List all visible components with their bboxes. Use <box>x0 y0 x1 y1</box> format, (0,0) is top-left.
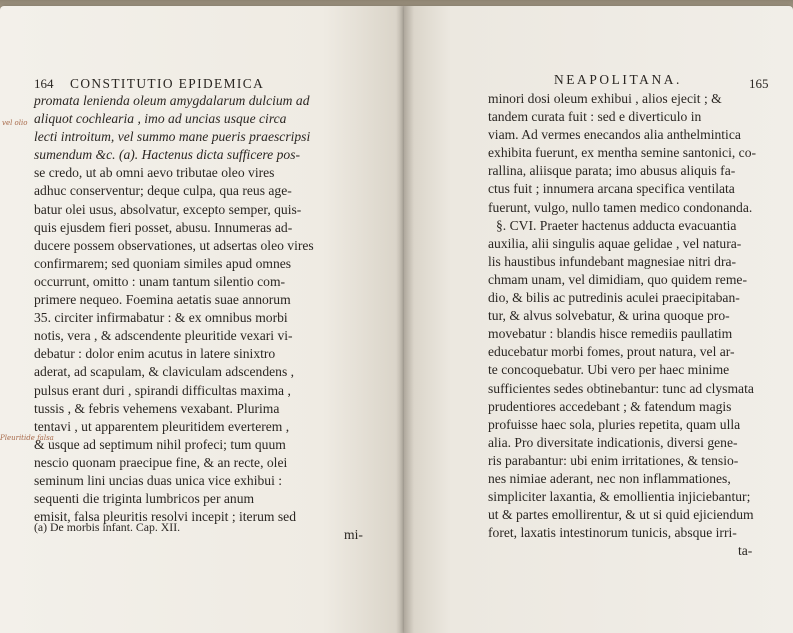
text-line: fuerunt, vulgo, nullo tamen medico condonanda. <box>488 199 753 215</box>
text-line: seminum lini uncias duas unica vice exhibui : <box>34 472 283 488</box>
text-line: nescio quonam praecipue fine, & an recte, olei <box>34 454 288 470</box>
text-line: quis ejusdem fieri posset, abusu. Innumeras ad- <box>34 219 293 235</box>
text-line: prudentiores accedebant ; & fatendum magis <box>488 398 732 414</box>
text-line: alia. Pro diversitate indicationis, diversi gene- <box>488 434 738 450</box>
text-line: sequenti die triginta lumbricos per anum <box>34 491 255 507</box>
text-line: movebatur : blandis hisce remediis paullatim <box>488 326 733 342</box>
text-line: & usque ad septimum nihil profeci; tum quum <box>34 436 286 452</box>
text-line: tentavi , ut apparentem pleuritidem everterem , <box>34 418 290 434</box>
text-line: pulsus erant duri , spirandi difficultas maxima , <box>34 382 291 398</box>
text-line: sumendum &c. (a). Hactenus dicta sufficere pos- <box>34 147 301 163</box>
left-page <box>0 6 404 633</box>
text-line: ducere possem observationes, ut adsertas oleo vires <box>34 237 314 253</box>
text-line: nes nimiae aderant, nec non inflammationes, <box>488 470 731 486</box>
margin-note-1: vel olio <box>2 119 28 127</box>
text-line: foret, laxatis intestinorum tunicis, absque irri- <box>488 525 737 541</box>
text-line: ut & partes emollirentur, & ut si quid ejiciendum <box>488 507 754 523</box>
left-running-head: CONSTITUTIO EPIDEMICA <box>70 76 265 91</box>
text-line: adhuc conserventur; deque culpa, qua reus age- <box>34 183 292 199</box>
text-line: aderat, ad scapulam, & claviculam adscendens , <box>34 364 295 380</box>
margin-note-2: Pleuritide falsa <box>0 434 54 442</box>
text-line: minori dosi oleum exhibui , alios ejecit ; & <box>488 91 722 106</box>
text-line: lis haustibus infundebant magnesiae nitri dra- <box>488 253 737 269</box>
text-line: lecti introitum, vel summo mane pueris praescripsi <box>34 129 311 145</box>
text-line: sufficientes sedes obtinebantur: tunc ad clysmata <box>488 380 754 396</box>
text-line: auxilia, alii singulis aquae gelidae , vel natura- <box>488 235 742 251</box>
text-line: batur olei usus, absolvatur, excepto semper, quis- <box>34 201 302 217</box>
text-line: 35. circiter infirmabatur : & ex omnibus morbi <box>34 310 288 326</box>
text-line: tur, & alvus solvebatur, & urina quoque pro- <box>488 308 730 324</box>
text-line: tandem curata fuit : sed e diverticulo in <box>488 109 702 125</box>
text-line: ris parabantur: ubi enim irritationes, & tensio- <box>488 452 739 468</box>
text-line: dio, & bilis ac putredinis aculei praecipitaban- <box>488 290 740 306</box>
text-line: ctus fuit ; innumera arcana specifica ventilata <box>488 181 735 197</box>
text-line: ta- <box>738 543 753 559</box>
text-line: promata lenienda oleum amygdalarum dulcium ad <box>34 93 310 108</box>
left-footnote: (a) De morbis infant. Cap. XII. <box>34 520 181 534</box>
text-line: §. CVI. Praeter hactenus adducta evacuantia <box>496 217 737 233</box>
right-running-head: NEAPOLITANA. <box>554 72 682 87</box>
text-line: viam. Ad vermes enecandos alia anthelmintica <box>488 127 741 143</box>
left-page-number: 164 <box>34 76 54 91</box>
left-body-text <box>34 92 363 544</box>
book-gutter <box>396 6 414 633</box>
text-line: emisit, falsa pleuritis resolvi incepit ; iterum sed <box>34 509 296 525</box>
text-line: occurrunt, omitto : unam tantum silentio com- <box>34 273 286 289</box>
text-line: tussis , & febris vehemens vexabant. Plurima <box>34 400 280 416</box>
text-line: simpliciter laxantia, & emollientia injiciebantur; <box>488 489 751 505</box>
text-line: rallina, aliisque parata; imo abusus aliquis fa- <box>488 163 736 179</box>
text-line: primere nequeo. Foemina aetatis suae annorum <box>34 292 291 308</box>
text-line: exhibita fuerunt, ex mentha semine santonici, co- <box>488 145 757 161</box>
text-line: notis, vera , & adscendente pleuritide vexari vi- <box>34 328 293 344</box>
right-page-number: 165 <box>749 76 769 91</box>
right-body-text <box>488 90 756 560</box>
text-line: debatur : dolor enim acutus in latere sinixtro <box>34 346 276 362</box>
text-line: aliquot cochlearia , imo ad uncias usque circa <box>34 111 287 127</box>
text-line: profuisse haec sola, pluries repetita, quam ulla <box>488 416 741 432</box>
text-line: chmam unam, vel dimidiam, quo quidem reme- <box>488 271 747 287</box>
text-line: te concoquebatur. Ubi vero per haec minime <box>488 362 730 378</box>
text-line: educebatur morbi fomes, prout natura, vel ar- <box>488 344 735 360</box>
text-line: confirmarem; sed quoniam similes apud omnes <box>34 255 292 271</box>
text-line: mi- <box>344 527 363 543</box>
text-line: se credo, ut ab omni aevo tributae oleo vires <box>34 165 275 181</box>
right-page <box>404 6 793 633</box>
